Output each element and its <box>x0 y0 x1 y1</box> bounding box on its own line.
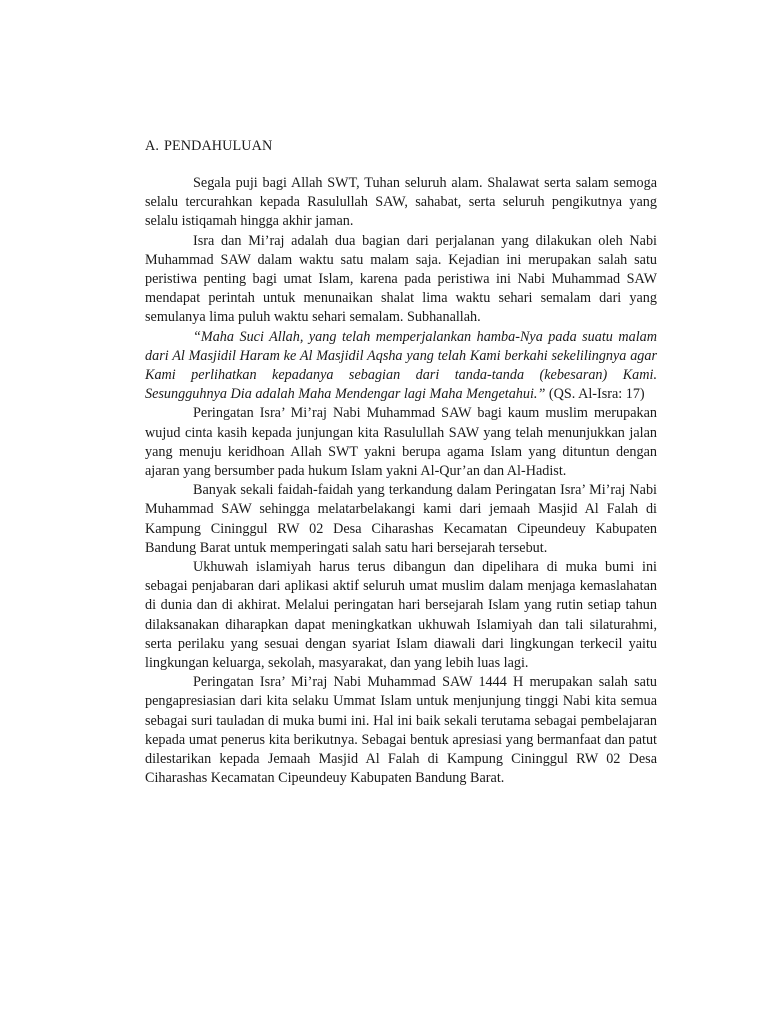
paragraph-apresiasi: Peringatan Isra’ Mi’raj Nabi Muhammad SAW 1444 H merupakan salah satu pengapresiasian dari kita selaku Ummat Islam untuk menjunjung tinggi Nabi kita semua sebagai suri tauladan di muka bumi ini. Hal ini baik sekali terutama sebagai pembelajaran kepada umat penerus kita berikutnya. Sebagai bentuk apresiasi yang bermanfaat dan patut dilestarikan kepada Jemaah Masjid Al Falah di Kampung Cininggul RW 02 Desa Ciharashas Kecamatan Cipeundeuy Kabupaten Bandung Barat. <box>145 674 657 787</box>
paragraph-ukhuwah: Ukhuwah islamiyah harus terus dibangun dan dipelihara di muka bumi ini sebagai penjabaran dari aplikasi aktif seluruh umat muslim dalam menjaga kemaslahatan di dunia dan di akhirat. Melalui peringatan hari bersejarah Islam yang rutin setiap tahun dilaksanakan diharapkan dapat meningkatkan ukhuwah Islamiyah dan tali silaturahmi, serta perilaku yang sesuai dengan syariat Islam diawali dari lingkungan terkecil yaitu lingkungan keluarga, sekolah, masyarakat, dan yang lebih luas lagi. <box>145 559 657 672</box>
quran-quote-citation: (QS. Al-Isra: 17) <box>545 386 645 403</box>
document-page <box>145 137 657 789</box>
quran-quote-paragraph <box>145 328 657 405</box>
paragraph-opening: Segala puji bagi Allah SWT, Tuhan seluruh alam. Shalawat serta salam semoga selalu tercurahkan kepada Rasulullah SAW, sahabat, serta seluruh pengikutnya yang selalu istiqamah hingga akhir jaman. <box>145 175 657 230</box>
section-title: PENDAHULUAN <box>164 138 273 154</box>
paragraph-isra-miraj: Isra dan Mi’raj adalah dua bagian dari perjalanan yang dilakukan oleh Nabi Muhammad SAW dalam waktu satu malam saja. Kejadian ini merupakan salah satu peristiwa penting bagi umat Islam, karena pada peristiwa ini Nabi Muhammad SAW mendapat perintah untuk menunaikan shalat lima waktu sehari semalam dari yang semulanya lima puluh waktu sehari semalam. Subhanallah. <box>145 232 657 326</box>
paragraph-faidah: Banyak sekali faidah-faidah yang terkandung dalam Peringatan Isra’ Mi’raj Nabi Muhammad SAW sehingga melatarbelakangi kami dari jemaah Masjid Al Falah di Kampung Cininggul RW 02 Desa Ciharashas Kecamatan Cipeundeuy Kabupaten Bandung Barat untuk memperingati salah satu hari bersejarah tersebut. <box>145 482 657 556</box>
section-number: A. <box>145 138 159 154</box>
quran-quote-text: “Maha Suci Allah, yang telah memperjalankan hamba-Nya pada suatu malam dari Al Masjidil Haram ke Al Masjidil Aqsha yang telah Kami berkahi sekelilingnya agar Kami perlihatkan kepadanya sebagian dari tanda-tanda (kebesaran) Kami. Sesungguhnya Dia adalah Maha Mendengar lagi Maha Mengetahui.” <box>145 328 657 403</box>
section-heading <box>145 137 657 156</box>
paragraph-peringatan: Peringatan Isra’ Mi’raj Nabi Muhammad SAW bagi kaum muslim merupakan wujud cinta kasih kepada junjungan kita Rasulullah SAW yang telah menunjukkan jalan yang menuju keridhoan Allah SWT yakni berupa agama Islam yang dituntun dengan ajaran yang bersumber pada hukum Islam yakni Al-Qur’an dan Al-Hadist. <box>145 405 657 480</box>
